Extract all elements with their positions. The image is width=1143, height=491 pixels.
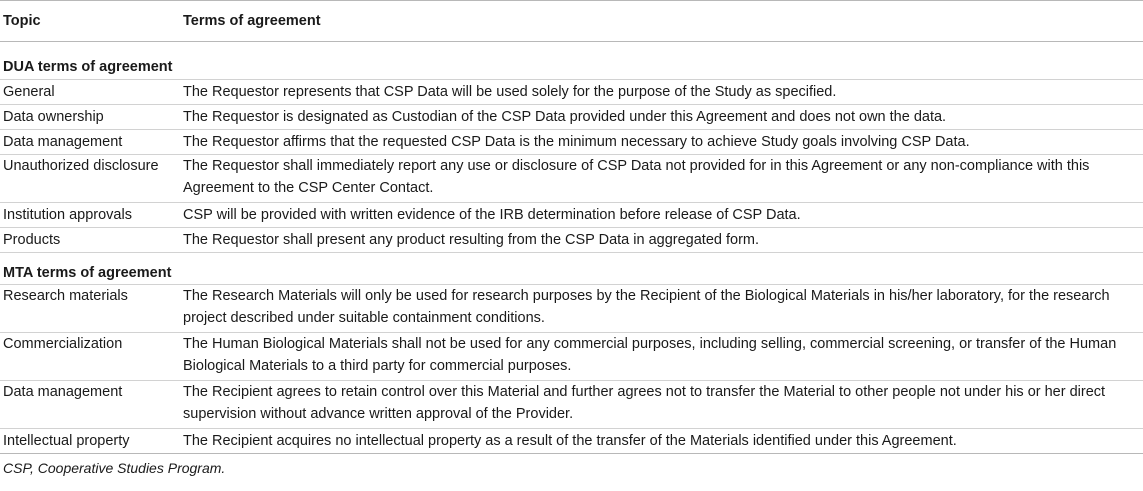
table-footnote: CSP, Cooperative Studies Program. <box>3 460 226 476</box>
row-terms: The Recipient agrees to retain control over this Material and further agrees not to transfer the Material to other people not under his or her direct supervision without advance written approval of the Provider. <box>183 381 1143 429</box>
row-topic: Institution approvals <box>0 203 183 228</box>
row-topic: Data management <box>0 381 183 429</box>
row-terms: The Requestor is designated as Custodian of the CSP Data provided under this Agreement and does not own the data. <box>183 105 1143 130</box>
row-terms: The Recipient acquires no intellectual property as a result of the transfer of the Materials identified under this Agreement. <box>183 429 1143 454</box>
row-terms: The Requestor shall immediately report any use or disclosure of CSP Data not provided for in this Agreement or any non-compliance with this Agreement to the CSP Center Contact. <box>183 155 1143 203</box>
table-row <box>0 381 1143 429</box>
table-row <box>0 105 1143 130</box>
table-row <box>0 429 1143 454</box>
row-topic: Products <box>0 228 183 253</box>
table-row <box>0 80 1143 105</box>
row-terms: The Requestor represents that CSP Data will be used solely for the purpose of the Study as specified. <box>183 80 1143 105</box>
section-title-mta: MTA terms of agreement <box>0 253 1143 285</box>
row-topic: Unauthorized disclosure <box>0 155 183 203</box>
row-topic: General <box>0 80 183 105</box>
row-topic: Intellectual property <box>0 429 183 454</box>
table-row <box>0 228 1143 253</box>
row-terms: CSP will be provided with written evidence of the IRB determination before release of CSP Data. <box>183 203 1143 228</box>
header-terms: Terms of agreement <box>183 1 1143 42</box>
table-row <box>0 285 1143 333</box>
section-heading-row <box>0 253 1143 285</box>
row-topic: Research materials <box>0 285 183 333</box>
row-topic: Commercialization <box>0 333 183 381</box>
table-row <box>0 130 1143 155</box>
row-terms: The Requestor shall present any product resulting from the CSP Data in aggregated form. <box>183 228 1143 253</box>
row-terms: The Requestor affirms that the requested CSP Data is the minimum necessary to achieve Study goals involving CSP Data. <box>183 130 1143 155</box>
row-topic: Data management <box>0 130 183 155</box>
row-topic: Data ownership <box>0 105 183 130</box>
section-heading-row <box>0 42 1143 80</box>
section-title-dua: DUA terms of agreement <box>0 42 1143 80</box>
row-terms: The Human Biological Materials shall not be used for any commercial purposes, including selling, commercial screening, or transfer of the Human Biological Materials to a third party for commercial purposes. <box>183 333 1143 381</box>
header-topic: Topic <box>0 1 183 42</box>
table-row <box>0 333 1143 381</box>
table-row <box>0 155 1143 203</box>
table-row <box>0 203 1143 228</box>
table-header-row <box>0 1 1143 42</box>
row-terms: The Research Materials will only be used for research purposes by the Recipient of the Biological Materials in his/her laboratory, for the research project described under suitable containment conditions. <box>183 285 1143 333</box>
